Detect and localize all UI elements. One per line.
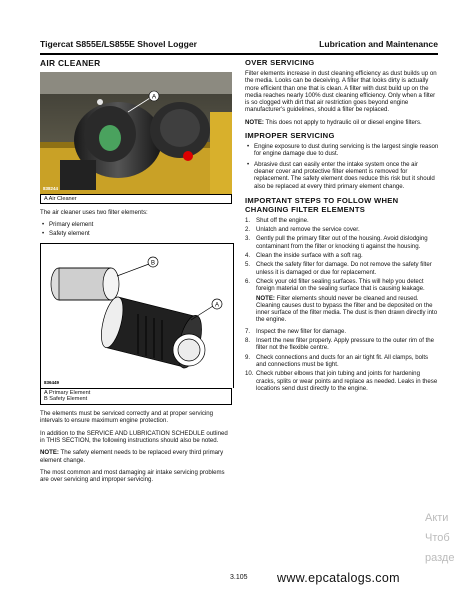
- air-cleaner-heading: AIR CLEANER: [40, 58, 101, 68]
- list-item: • Safety element: [40, 230, 232, 237]
- step-item: 4. Clean the inside surface with a soft rag.: [245, 252, 363, 260]
- step-item: 8. Insert the new filter properly. Apply pressure to the outer rim of the filter not the flexible centre.: [245, 337, 435, 352]
- note-label: NOTE:: [40, 449, 59, 457]
- step-item: 3. Gently pull the primary filter out of the housing. Avoid dislodging contaminant from the filter or knocking ti against the housing.: [245, 235, 428, 250]
- safety-note: [40, 449, 232, 464]
- watermark-line: разде: [425, 552, 455, 564]
- over-servicing-text: Filter elements increase in dust cleaning efficiency as dust builds up on the media. Looks can be deceiving. A filter that looks dirty is actually more efficient than one that is clean. A filter with dust build up on the media reaches nearly 100% dust cleaning efficiency. Only when a filter is so clogged with dirt that air restriction goes beyond engine manufacturer's guidelines, should a filter be replaced.: [245, 70, 437, 114]
- filter-elements-figure: [40, 243, 234, 388]
- watermark-line: Акти: [425, 512, 449, 524]
- over-servicing-note: [245, 119, 439, 126]
- note-text: This does not apply to hydraulic oil or diesel engine filters.: [263, 118, 422, 126]
- list-item: • Engine exposure to dust during servicing is the largest single reason for engine damage due to dust.: [245, 143, 439, 158]
- intro-text: The air cleaner uses two filter elements:: [40, 209, 148, 216]
- step-item: 9. Check connections and ducts for an air tight fit. All clamps, bolts and connections must be tight.: [245, 353, 429, 368]
- air-cleaner-photo-art: [40, 72, 232, 194]
- callout-b: B: [150, 260, 156, 267]
- photo-caption: A Air Cleaner: [40, 194, 232, 204]
- step-item: 7. Inspect the new filter for damage.: [245, 327, 347, 335]
- step-item: 1. Shut off the engine.: [245, 216, 309, 224]
- filter-elements-art: [41, 244, 233, 388]
- paragraph: The elements must be serviced correctly and at proper servicing intervals to ensure maximum engine protection.: [40, 410, 214, 425]
- figure-id: 836449: [44, 379, 60, 385]
- steps-list: [245, 217, 439, 392]
- header-rule: [40, 53, 438, 55]
- note-text: The safety element needs to be replaced every third primary element change.: [40, 449, 224, 464]
- step-item: 10. Check rubber elbows that join tubing and joints for hardening cracks, splits or wear points and replace as needed. Leaks in these locations send dust directly to the engine.: [245, 370, 438, 392]
- caption-line: A Primary Element: [44, 389, 91, 396]
- paragraph: The most common and most damaging air intake servicing problems are over servicing and improper servicing.: [40, 468, 225, 484]
- page-header: [40, 39, 438, 49]
- page-number: 3.105: [230, 574, 248, 581]
- note-label: NOTE:: [245, 118, 264, 126]
- step-note: [256, 295, 439, 324]
- step-item: 6. Check your old filter sealing surfaces. This will help you detect foreign material on the sealing surface that is causing leakage. NOTE: Filter elements should never be cleaned and reused. Cleaning causes dust to bypass the filter and be deposited on the inner surface of the filter media. The dust is then drawn directly into the engine.: [245, 277, 438, 324]
- list-item: • Abrasive dust can easily enter the intake system once the air cleaner cover and protective filter element is removed for replacement. The safety element does reduce this risk but it should also be replaced at every third primary element change.: [245, 161, 439, 190]
- caption-line: B Safety Element: [44, 396, 88, 403]
- over-servicing-heading: OVER SERVICING: [245, 58, 315, 67]
- air-cleaner-photo: [40, 72, 232, 194]
- element-list: [40, 221, 232, 237]
- watermark-line: Чтоб: [425, 532, 450, 544]
- photo-callout-a: A: [151, 93, 157, 101]
- step-item: 2. Unlatch and remove the service cover.: [245, 226, 360, 234]
- improper-servicing-heading: IMPROPER SERVICING: [245, 131, 335, 141]
- improper-servicing-list: [245, 143, 439, 190]
- step-item: 5. Check the safety filter for damage. Do not remove the safety filter unless it is damaged or due for replacement.: [245, 261, 432, 276]
- note-label: NOTE:: [256, 294, 275, 302]
- manual-title: Tigercat S855E/LS855E Shovel Logger: [40, 39, 197, 49]
- figure-caption: [40, 388, 232, 405]
- section-title: Lubrication and Maintenance: [319, 39, 438, 49]
- callout-a: A: [214, 302, 220, 309]
- website-link[interactable]: www.epcatalogs.com: [277, 571, 400, 585]
- steps-heading: IMPORTANT STEPS TO FOLLOW WHEN CHANGING FILTER ELEMENTS: [245, 195, 399, 214]
- note-text: Filter elements should never be cleaned and reused. Cleaning causes dust to bypass the filter and be deposited on the inner surface of the filter media. The dust is then drawn directly into the engine.: [256, 294, 438, 324]
- photo-id: 838244: [43, 186, 59, 191]
- right-column: [245, 58, 439, 394]
- left-column: [40, 58, 232, 488]
- paragraph: In addition to the SERVICE AND LUBRICATION SCHEDULE outlined in THIS SECTION, the following instructions should also be noted.: [40, 429, 228, 444]
- list-item: • Primary element: [40, 221, 232, 228]
